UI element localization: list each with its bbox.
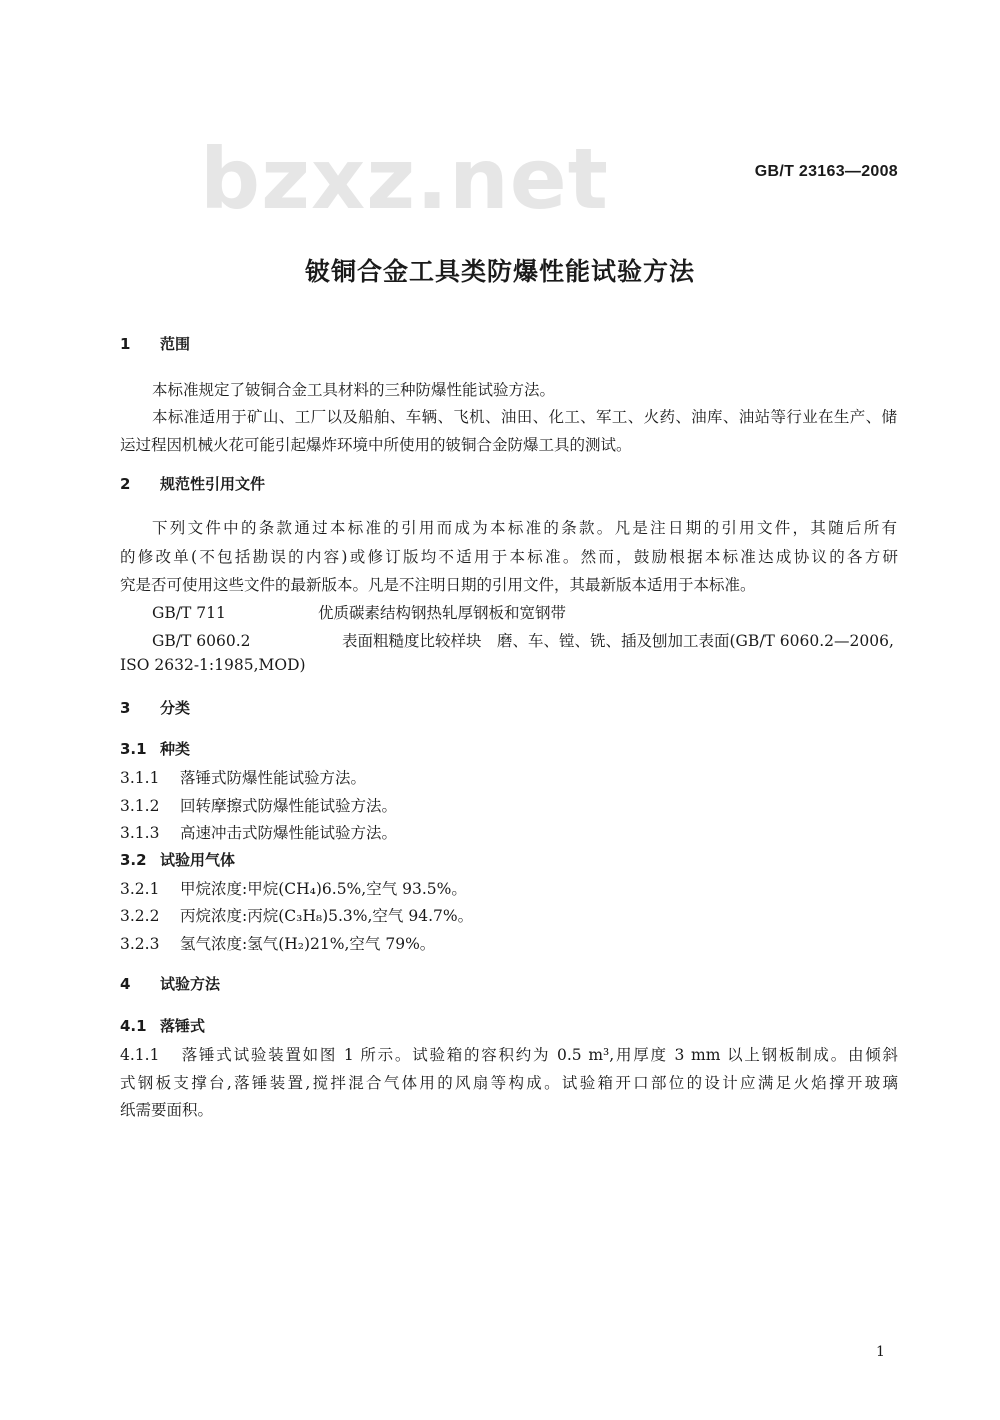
section-4-heading xyxy=(120,973,220,994)
section-title: 分类 xyxy=(160,699,191,717)
paragraph: 式钢板支撑台,落锤装置,搅拌混合气体用的风扇等构成。试验箱开口部位的设计应满足火焰撑开玻璃 xyxy=(120,1074,898,1092)
clause xyxy=(120,821,397,843)
section-number: 3 xyxy=(120,699,131,717)
subsection-title: 种类 xyxy=(160,740,191,758)
clause-text: 甲烷浓度:甲烷(CH₄)6.5%,空气 93.5%。 xyxy=(180,880,467,898)
watermark: bzxz.net xyxy=(200,130,609,228)
reference-code: GB/T 711 xyxy=(152,604,226,622)
clause xyxy=(120,877,467,899)
subsection-title: 试验用气体 xyxy=(160,851,236,869)
clause-text: 丙烷浓度:丙烷(C₃H₈)5.3%,空气 94.7%。 xyxy=(180,907,474,925)
standard-number: GB/T 23163—2008 xyxy=(754,163,898,180)
clause xyxy=(120,766,366,788)
clause-number: 3.2.1 xyxy=(120,880,160,898)
clause-text: 高速冲击式防爆性能试验方法。 xyxy=(180,824,398,842)
paragraph: 的修改单(不包括勘误的内容)或修订版均不适用于本标准。然而，鼓励根据本标准达成协议的各方研 xyxy=(120,548,898,566)
section-number: 2 xyxy=(120,475,131,493)
clause-text: 回转摩擦式防爆性能试验方法。 xyxy=(180,797,398,815)
clause-text: 落锤式防爆性能试验方法。 xyxy=(180,769,367,787)
reference-continuation: ISO 2632-1:1985,MOD) xyxy=(120,656,306,674)
clause xyxy=(120,932,435,954)
paragraph: 运过程因机械火花可能引起爆炸环境中所使用的铍铜合金防爆工具的测试。 xyxy=(120,436,632,454)
section-title: 范围 xyxy=(160,335,191,353)
clause-text: 落锤式试验装置如图 1 所示。试验箱的容积约为 0.5 m³,用厚度 3 mm 以上钢板制成。由倾斜 xyxy=(180,1046,898,1064)
section-3-heading xyxy=(120,697,190,718)
clause-number: 3.2.2 xyxy=(120,907,160,925)
reference-title: 表面粗糙度比较样块 磨、车、镗、铣、插及刨加工表面(GB/T 6060.2—2006, xyxy=(342,632,894,650)
section-number: 4 xyxy=(120,975,131,993)
reference-code: GB/T 6060.2 xyxy=(152,632,251,650)
clause xyxy=(120,794,397,816)
section-1-heading xyxy=(120,333,190,354)
subsection-heading xyxy=(120,1015,205,1036)
clause-text: 氢气浓度:氢气(H₂)21%,空气 79%。 xyxy=(180,935,436,953)
clause-number: 4.1.1 xyxy=(120,1046,160,1064)
paragraph: 本标准适用于矿山、工厂以及船舶、车辆、飞机、油田、化工、军工、火药、油库、油站等行业在生产、储 xyxy=(152,408,897,426)
clause xyxy=(120,904,473,926)
reference-title: 优质碳素结构钢热轧厚钢板和宽钢带 xyxy=(318,604,567,622)
section-number: 1 xyxy=(120,335,131,353)
subsection-heading xyxy=(120,738,190,759)
paragraph: 究是否可使用这些文件的最新版本。凡是不注明日期的引用文件，其最新版本适用于本标准。 xyxy=(120,576,756,594)
section-title: 试验方法 xyxy=(160,975,221,993)
subsection-title: 落锤式 xyxy=(160,1017,206,1035)
subsection-heading xyxy=(120,849,235,870)
reference-item xyxy=(152,629,894,651)
clause-number: 3.1.2 xyxy=(120,797,160,815)
clause xyxy=(120,1043,898,1065)
document-title: 铍铜合金工具类防爆性能试验方法 xyxy=(304,257,695,286)
clause-number: 3.2.3 xyxy=(120,935,160,953)
clause-number: 3.1.1 xyxy=(120,769,160,787)
paragraph: 下列文件中的条款通过本标准的引用而成为本标准的条款。凡是注日期的引用文件，其随后所有 xyxy=(152,519,897,537)
subsection-number: 3.1 xyxy=(120,740,147,758)
reference-item xyxy=(152,601,566,623)
subsection-number: 3.2 xyxy=(120,851,147,869)
clause-number: 3.1.3 xyxy=(120,824,160,842)
section-title: 规范性引用文件 xyxy=(160,475,266,493)
paragraph: 本标准规定了铍铜合金工具材料的三种防爆性能试验方法。 xyxy=(152,381,556,399)
page-number: 1 xyxy=(876,1344,885,1360)
subsection-number: 4.1 xyxy=(120,1017,147,1035)
paragraph: 纸需要面积。 xyxy=(120,1101,214,1119)
section-2-heading xyxy=(120,473,265,494)
